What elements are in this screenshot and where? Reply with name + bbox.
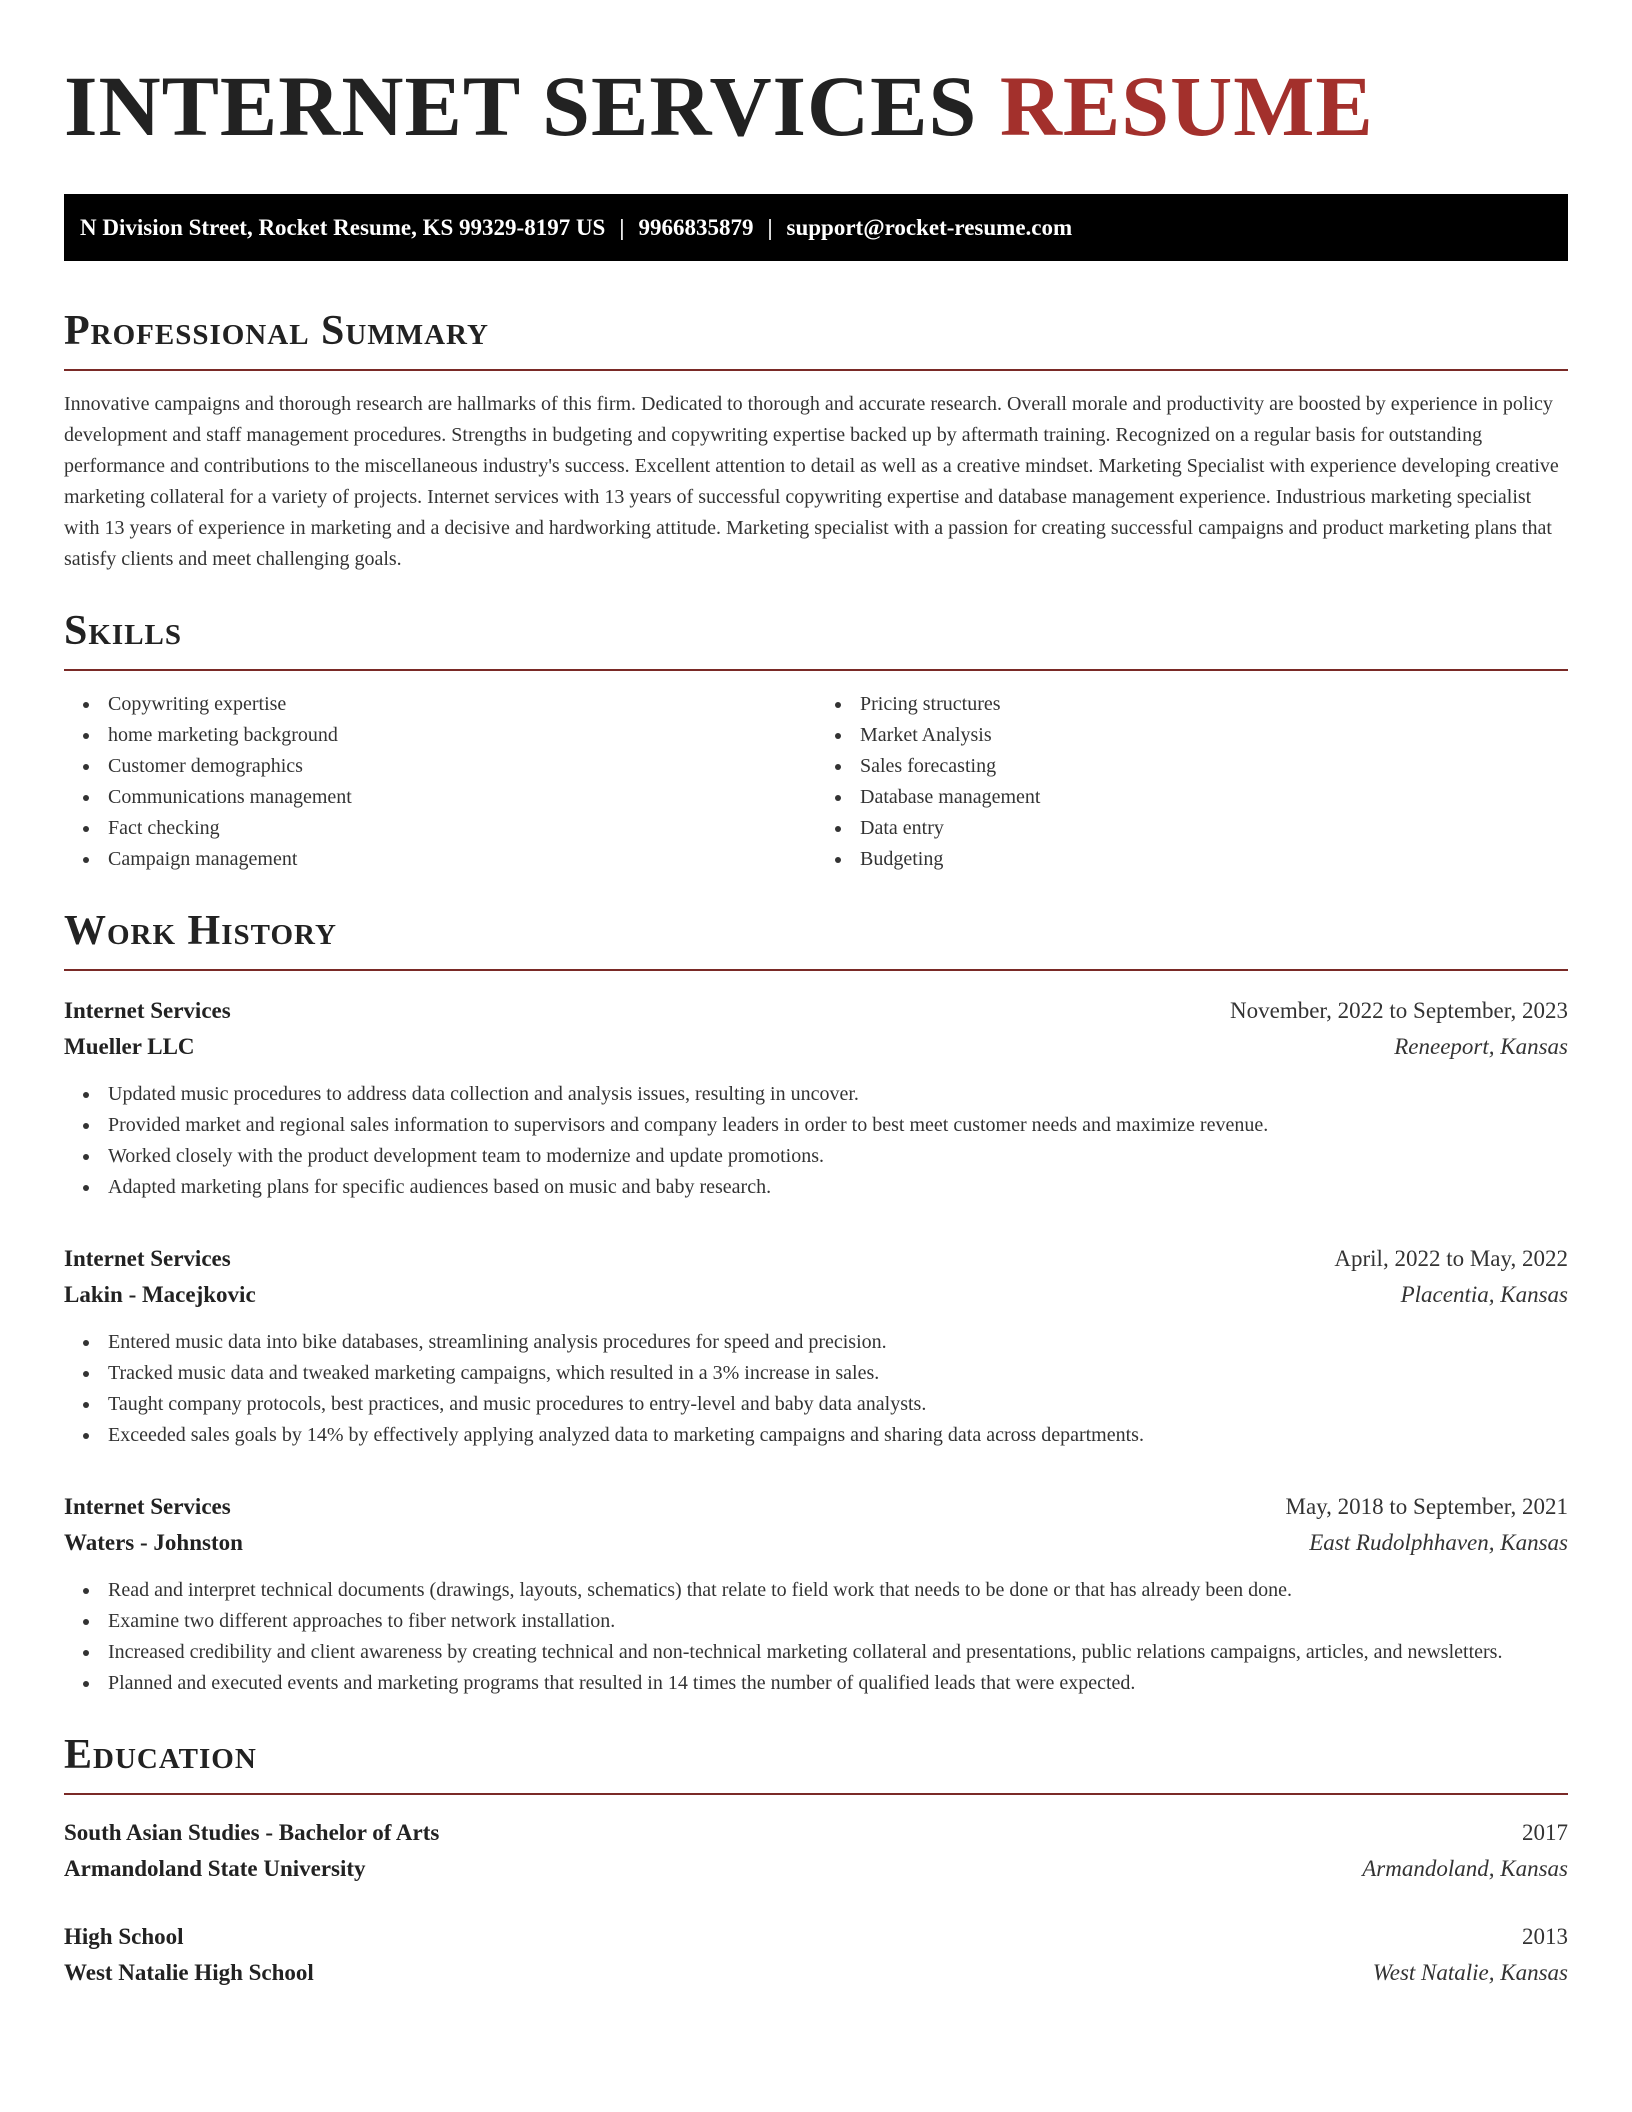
skills-grid <box>64 689 1568 875</box>
title-main: INTERNET SERVICES <box>64 58 978 154</box>
resume-title <box>64 58 1568 154</box>
job-dates: April, 2022 to May, 2022 <box>1334 1246 1568 1271</box>
job-location: Placentia, Kansas <box>1400 1282 1568 1307</box>
job-bullets <box>64 1079 1568 1203</box>
job-company-row <box>64 1525 1568 1561</box>
skill-item: Customer demographics <box>108 751 816 782</box>
contact-phone: 9966835879 <box>638 214 754 240</box>
job-bullet: Planned and executed events and marketing programs that resulted in 14 times the number of qualified leads that were expected. <box>108 1668 1568 1699</box>
education-school-row <box>64 1955 1568 1991</box>
section-divider <box>64 669 1568 671</box>
job-company-row <box>64 1277 1568 1313</box>
job-location: East Rudolphhaven, Kansas <box>1309 1530 1568 1555</box>
title-accent: RESUME <box>999 58 1374 154</box>
job-bullet: Worked closely with the product development team to modernize and update promotions. <box>108 1141 1568 1172</box>
contact-bar <box>64 194 1568 261</box>
section-heading: Work History <box>64 908 337 954</box>
education-degree: High School <box>64 1924 184 1949</box>
job-title: Internet Services <box>64 1246 231 1271</box>
job-bullets <box>64 1575 1568 1699</box>
job-header-row <box>64 1489 1568 1525</box>
education-header-row <box>64 1815 1568 1851</box>
summary-text: Innovative campaigns and thorough research are hallmarks of this firm. Dedicated to thorough and accurate research. Overall morale and productivity are boosted by experience in policy development and staff management procedures. Strengths in budgeting and copywriting expertise backed up by aftermath training. Recognized on a regular basis for outstanding performance and contributions to the miscellaneous industry's success. Excellent attention to detail as well as a creative mindset. Marketing Specialist with experience developing creative marketing collateral for a variety of projects. Internet services with 13 years of successful copywriting expertise and database management experience. Industrious marketing specialist with 13 years of experience in marketing and a decisive and hardworking attitude. Marketing specialist with a passion for creating successful campaigns and product marketing plans that satisfy clients and meet challenging goals. <box>64 393 1559 570</box>
job-bullet: Read and interpret technical documents (drawings, layouts, schematics) that relate to field work that needs to be done or that has already been done. <box>108 1575 1568 1606</box>
section-heading: Education <box>64 1732 257 1778</box>
job-bullet: Examine two different approaches to fiber network installation. <box>108 1606 1568 1637</box>
skill-item: Sales forecasting <box>860 751 1568 782</box>
skill-item: Data entry <box>860 813 1568 844</box>
education-entry <box>64 1815 1568 1887</box>
job-bullet: Tracked music data and tweaked marketing campaigns, which resulted in a 3% increase in sales. <box>108 1358 1568 1389</box>
job-bullet: Updated music procedures to address data collection and analysis issues, resulting in uncover. <box>108 1079 1568 1110</box>
contact-address: N Division Street, Rocket Resume, KS 99329-8197 US <box>80 214 606 240</box>
skill-item: Campaign management <box>108 844 816 875</box>
skills-list-right <box>816 689 1568 875</box>
education-degree: South Asian Studies - Bachelor of Arts <box>64 1820 440 1845</box>
job-bullet: Adapted marketing plans for specific audiences based on music and baby research. <box>108 1172 1568 1203</box>
skill-item: Budgeting <box>860 844 1568 875</box>
job-title: Internet Services <box>64 998 231 1023</box>
professional-summary-section <box>64 305 1568 575</box>
job-dates: May, 2018 to September, 2021 <box>1285 1494 1568 1519</box>
skill-item: Fact checking <box>108 813 816 844</box>
section-divider <box>64 1793 1568 1795</box>
section-divider <box>64 969 1568 971</box>
section-heading: Professional Summary <box>64 308 489 354</box>
education-school-row <box>64 1851 1568 1887</box>
job-bullets <box>64 1327 1568 1451</box>
contact-separator: | <box>619 214 625 240</box>
skill-item: Market Analysis <box>860 720 1568 751</box>
job-title: Internet Services <box>64 1494 231 1519</box>
skill-item: Pricing structures <box>860 689 1568 720</box>
skill-item: Copywriting expertise <box>108 689 816 720</box>
skills-list-left <box>64 689 816 875</box>
job-bullet: Increased credibility and client awareness by creating technical and non-technical marketing collateral and presentations, public relations campaigns, articles, and newsletters. <box>108 1637 1568 1668</box>
job-header-row <box>64 993 1568 1029</box>
skills-section <box>64 605 1568 875</box>
job-bullet: Exceeded sales goals by 14% by effectively applying analyzed data to marketing campaigns and sharing data across departments. <box>108 1420 1568 1451</box>
job-location: Reneeport, Kansas <box>1394 1034 1568 1059</box>
education-section <box>64 1729 1568 1991</box>
job-entry <box>64 1489 1568 1699</box>
job-dates: November, 2022 to September, 2023 <box>1230 998 1568 1023</box>
job-company-row <box>64 1029 1568 1065</box>
education-school: Armandoland State University <box>64 1856 366 1881</box>
education-year: 2017 <box>1522 1820 1568 1845</box>
education-location: West Natalie, Kansas <box>1372 1960 1568 1985</box>
job-company: Lakin - Macejkovic <box>64 1282 256 1307</box>
skill-item: home marketing background <box>108 720 816 751</box>
job-bullet: Taught company protocols, best practices, and music procedures to entry-level and baby data analysts. <box>108 1389 1568 1420</box>
job-header-row <box>64 1241 1568 1277</box>
contact-separator: | <box>767 214 773 240</box>
education-entry <box>64 1919 1568 1991</box>
job-bullet: Entered music data into bike databases, streamlining analysis procedures for speed and precision. <box>108 1327 1568 1358</box>
education-location: Armandoland, Kansas <box>1362 1856 1568 1881</box>
job-company: Mueller LLC <box>64 1034 195 1059</box>
job-entry <box>64 1241 1568 1451</box>
job-bullet: Provided market and regional sales information to supervisors and company leaders in order to best meet customer needs and maximize revenue. <box>108 1110 1568 1141</box>
skill-item: Database management <box>860 782 1568 813</box>
section-divider <box>64 369 1568 371</box>
job-entry <box>64 993 1568 1203</box>
contact-email: support@rocket-resume.com <box>786 214 1073 240</box>
education-school: West Natalie High School <box>64 1960 314 1985</box>
skill-item: Communications management <box>108 782 816 813</box>
work-history-section <box>64 905 1568 1699</box>
education-year: 2013 <box>1522 1924 1568 1949</box>
section-heading: Skills <box>64 608 183 654</box>
education-header-row <box>64 1919 1568 1955</box>
job-company: Waters - Johnston <box>64 1530 243 1555</box>
